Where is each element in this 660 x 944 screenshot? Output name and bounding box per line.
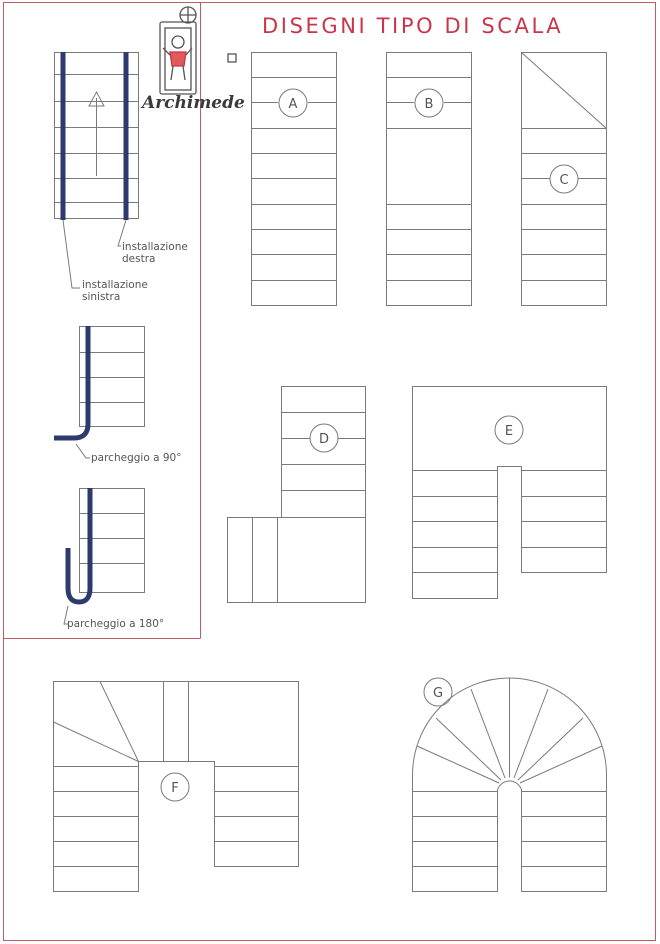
archimede-logo <box>160 7 236 94</box>
stair-label-e: E <box>504 424 514 439</box>
stair-label-f: F <box>171 781 179 796</box>
logo-wordmark: Archimede <box>142 93 245 113</box>
stair-label-d: D <box>318 432 330 447</box>
stair-letters <box>171 97 568 796</box>
left-install-line1: installazione <box>82 279 148 291</box>
stair-label-g: G <box>432 686 444 701</box>
right-install-note <box>122 241 188 265</box>
stair-a <box>252 53 337 306</box>
stair-g <box>413 678 607 892</box>
stair-e <box>413 387 607 599</box>
page-title: DISEGNI TIPO DI SCALA <box>262 14 564 38</box>
right-install-line1: installazione <box>122 241 188 253</box>
right-install-line2: destra <box>122 253 156 265</box>
stair-label-a: A <box>288 97 298 112</box>
park-90-rail <box>54 326 88 438</box>
stair-b <box>387 53 472 306</box>
stair-d <box>228 387 366 603</box>
stair-label-c: C <box>559 173 569 188</box>
install-legend-rails <box>63 52 126 220</box>
left-install-note <box>82 279 148 303</box>
park-90-note: parcheggio a 90° <box>91 452 182 464</box>
left-install-line2: sinistra <box>82 291 121 303</box>
stair-label-b: B <box>424 97 434 112</box>
park-180-note: parcheggio a 180° <box>67 618 165 630</box>
sheet-frame <box>4 3 656 941</box>
